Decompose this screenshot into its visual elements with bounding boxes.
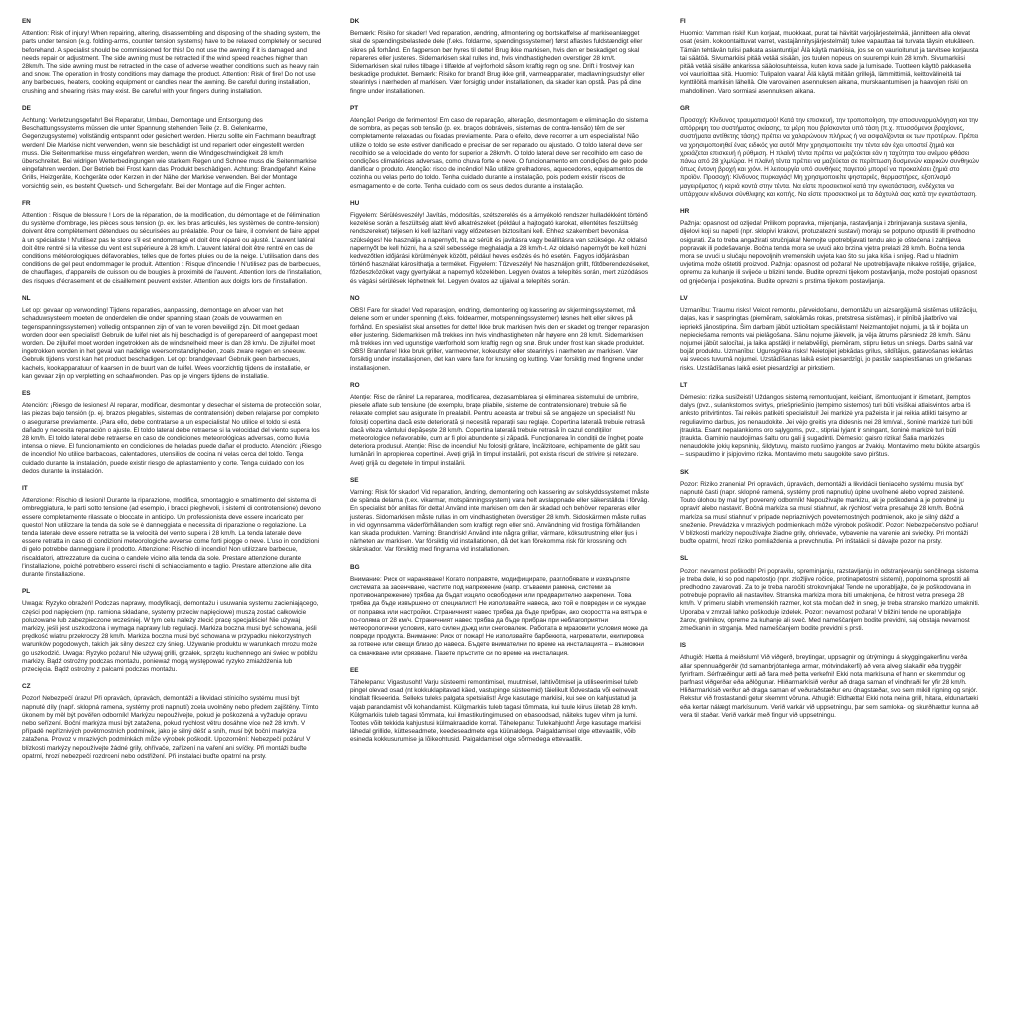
warning-text: Uwaga: Ryzyko obrażeń! Podczas naprawy, modyfikacji, demontażu i usuwania systemu zacieniającego, części pod napięciem (np. ramiona składane, systemy przeciw napięciowe) muszą zostać całkowicie poluzowane lub zabezpieczone wcześniej. W tym celu należy zlecić pracę specjaliście! Nie używaj markizy, jeśli jest uszkodzona i wymaga naprawy lub regulacji. Markiza boczna musi być schowana, jeśli prędkość wiatru przekroczy 28 km/h. Markiza boczna musi być schowana w przypadku niekorzystnych warunków pogodowych, takich jak silny deszcz czy śnieg. Używanie produktu w warunkach mrozu może go uszkodzić. Uwaga: Ryzyko pożaru! Nie używaj grilli, grzałek, sprzętu kuchennego ani świec w pobliżu markizy. Bądź ostrożny podczas montażu, ponieważ mogą występować ryzyko zmiażdżenia lub przecięcia. Bądź ostrożny z palcami podczas montażu. (22, 600, 319, 674)
language-section-cz (22, 683, 322, 761)
language-section-bg (350, 564, 650, 658)
language-section-es (22, 390, 322, 476)
column-right (680, 18, 980, 729)
language-section-dk (350, 18, 650, 96)
language-section-hu (350, 200, 650, 286)
language-code: DK (350, 18, 360, 25)
language-code: IT (22, 484, 28, 492)
warning-text: Bemærk: Risiko for skader! Ved reparation, ændring, afmontering og bortskaffelse af markiseanlægget skal de spændingsbelastede dele (f.eks. foldarme, spændingssystemer) først aflastes fuldstændigt eller sikres på forhånd. En fagperson bør hyres til dette! Brug ikke markisen, hvis den er beskadiget og skal repareres eller justeres. Sidemarkisen skal rulles ind, hvis vindhastigheden overstiger 28 km/t. Sidemarkisen skal rulles tilbage i tilfælde af vejrforhold såsom kraftig regn og sne. Drift i frostvejr kan beskadige produktet. Bemærk: Risiko for brand! Brug ikke grill, varmeapparater, madlavningsudstyr eller stearinlys i nærheden af markisen. Vær forsigtig under installationen, da skader kan opstå. Pas på dine fingre under installationen. (350, 30, 645, 95)
language-code: EE (350, 666, 359, 674)
warning-text: Atención: ¡Riesgo de lesiones! Al reparar, modificar, desmontar y desechar el sistema de protección solar, las piezas bajo tensión (p. ej. brazos plegables, sistemas de contratensión) deben relajarse por completo o asegurarse previamente. ¡Para ello, debe contratarse a un especialista! No utilice el toldo si está dañado y necesita reparación o ajuste. El toldo lateral debe retraerse si la velocidad del viento supera los 28 km/h. El toldo lateral debe retraerse en caso de condiciones meteorológicas adversas, como lluvia intensa o nieve. El funcionamiento en condiciones de heladas puede dañar el producto. Atención: ¡Riesgo de incendio! No utilice barbacoas, calentadores, utensilios de cocina ni velas cerca del toldo. Tenga cuidado durante la instalación, puede existir riesgo de aplastamiento y corte. Tenga cuidado con los dedos durante la instalación. (22, 402, 322, 475)
language-section-pt (350, 105, 650, 191)
language-section-pl (22, 588, 322, 674)
language-section-nl (22, 295, 322, 381)
language-code: NL (22, 294, 31, 302)
language-section-no (350, 295, 650, 373)
language-section-gr (680, 105, 980, 199)
language-code: RO (350, 381, 360, 389)
language-code: DE (22, 104, 31, 112)
warning-text: Pozor: nevarnost poškodb! Pri popravilu, spreminjanju, razstavljanju in odstranjevanju senčilnega sistema je treba dele, ki so pod napetostjo (npr. zložljive ročice, protinapetostni sistemi), popolnoma sprostiti ali predhodno zavarovati. Za to je treba naročiti strokovnjaka! Tende ne uporabljajte, če je poškodovana in potrebuje popravilo ali nastavitev. Stranska markiza mora biti umaknjena, če hitrost vetra presega 28 km/h. V primeru slabih vremenskih razmer, kot sta močan dež in sneg, je treba stransko markizo umakniti. Uporaba v zmrzali lahko poškoduje izdelek. Pozor: nevarnost požara! V bližini tende ne uporabljajte žarov, grelnikov, opreme za kuhanje ali sveč. Med nameščanjem bodite previdni, saj obstaja nevarnost zmečkanin in strganja. Med nameščanjem bodite previdni s prsti. (680, 567, 980, 632)
language-code: FR (22, 199, 31, 207)
language-section-sk (680, 469, 980, 547)
language-section-fr (22, 200, 322, 286)
warning-text: Pažnja: opasnost od ozljeda! Prilikom popravka, mijenjanja, rastavljanja i zbrinjavanja sustava sjenila, dijelovi koji su napeti (npr. sklopivi krakovi, protuzatezni sustavi) moraju se potpuno otpustiti ili prethodno osigurati. Za to treba angažirati stručnjaka! Nemojte upotrebljavati tendu ako je oštećena i zahtijeva popravak ili podešavanje. Bočna tenda mora se uvući ako brzina vjetra prelazi 28 km/h. Bočna tenda mora se uvući u slučaju nepovoljnih vremenskih uvjeta kao što su jaka kiša i snijeg. Rad u hladnim uvjetima može oštetiti proizvod. Pažnja: opasnost od požara! Ne upotrebljavajte nikakve roštilje, grijalice, opremu za kuhanje ili svijeće u blizini tende. Budite oprezni tijekom postavljanja, može postojati opasnost od gnječenja i posjekotina. Budite oprezni s prstima tijekom postavljanja. (680, 220, 977, 285)
warning-text: Huomio: Vamman riski! Kun korjaat, muokkaat, purat tai hävität varjojärjestelmää, jännitteen alla olevat osat (esim. kokoontaittuvat varret, vastajännitysjärjestelmät) tulee vapauttaa tai turvata täysin etukäteen. Tämän tehtävän tulisi palkata asiantuntija! Älä käytä markiisia, jos se on vaurioitunut ja tarvitsee korjausta tai säätöä. Sivumarkiisi pitää vetää sisään, jos tuulen nopeus on suurempi kuin 28 km/h. Sivumarkiisi pitää vetää sisälle ankarissa sääolosuhteissa, kuten kova sade ja lumisade. Tuotteen käyttö pakkasella voi vaurioittaa sitä. Huomio: Tulipalon vaara! Älä käytä mitään grillejä, lämmittimiä, keittovälineitä tai kynttilöitä markiisin lähellä. Ole varovainen asennuksen aikana, murskaantumisen ja haavojen riski on mahdollinen. Varo sormiasi asennuksen aikana. (680, 30, 979, 95)
warning-text: Varning: Risk för skador! Vid reparation, ändring, demontering och kassering av solskyddssystemet måste de spända delarna (t.ex. vikarmar, motspänningssystem) vara helt avslappnade eller säkerställda i förväg. En specialist bör anlitas för detta! Använd inte markisen om den är skadad och behöver repareras eller justeras. Sidomarkisen måste rullas in om vindhastigheten överstiger 28 km/h. Sidoskärmen måste rullas in vid ogynnsamma väderförhållanden som kraftigt regn eller snö. Användning vid frostiga förhållanden kan skada produkten. Varning: Brandrisk! Använd inte några grillar, värmare, köksutrustning eller ljus i närheten av markisen. Var försiktig vid installationen, då det kan förekomma risk för krossning och skärskador. Var försiktig med fingrarna vid installationen. (350, 488, 650, 554)
language-code: IS (680, 642, 687, 650)
warning-text: Achtung: Verletzungsgefahr! Bei Reparatur, Umbau, Demontage und Entsorgung des Beschattungssystems müssen die unter Spannung stehenden Teile (z. B. Gelenkarme, Gegenzugsysteme) vollständig entspannt oder gesichert werden. Hierzu sollte ein Fachmann beauftragt werden! Die Markise nicht verwenden, wenn sie beschädigt ist und repariert oder eingestellt werden muss. Die Seitenmarkise muss eingefahren werden, wenn die Windgeschwindigkeit 28 km/h überschreitet. Bei widrigen Wetterbedingungen wie starkem Regen und Schnee muss die Seitenmarkise eingefahren werden. Der Betrieb bei Frost kann das Produkt beschädigen. Achtung: Brandgefahr! Keine Grills, Heizgeräte, Kochgeräte oder Kerzen in der Nähe der Markise verwenden. Bei der Montage vorsichtig sein, es besteht Quetsch- und Schergefahr. Bei der Montage auf die Finger achten. (22, 117, 317, 190)
column-middle (350, 18, 650, 754)
language-section-it (22, 485, 322, 579)
language-code: CZ (22, 683, 31, 691)
warning-text: Figyelem: Sérülésveszély! Javítás, módosítás, szétszerelés és a árnyékoló rendszer hulladékként történő kezelése során a feszültség alatt lévő alkatrészeket (például a hajtogató karokat, ellentétes feszültség rendszereket) teljesen ki kell lazítani vagy előzetesen biztosítani kell. Ehhez szakembert bevonása szükséges! Ne használja a napernyőt, ha az sérült és javításra vagy beállításra van szüksége. Az oldalsó napernyőt be kell húzni, ha a szél sebessége meghaladja a 28 km/h-t. Az oldalsó napernyőt be kell húzni kedvezőtlen időjárási körülmények között, például heves esőzés és hó esetén. Fagyos időjárásban történő használat károsíthatja a terméket. Figyelem: Tűzveszély! Ne használjon grillt, fűtőberendezéseket, főzőeszközöket vagy gyertyákat a napernyő közelében. Legyen óvatos a telepítés során, mert zúzódásos és vágási sérülések léphetnek fel. Legyen óvatos az ujjaival a telepítés során. (350, 212, 650, 285)
language-code: SL (680, 555, 689, 563)
language-code: GR (680, 104, 690, 112)
warning-text: Dėmesio: rizika susižeisti! Uždangos sistemą remontuojant, keičiant, išmontuojant ir išmetant, įtemptos dalys (pvz., sulankstomos svirtys, priešpriešinio įtempimo sistemos) turi būti visiškai atlaisvintos arba iš anksto pritvirtintos. Tai reikės patikėti specialistui! Jei markizė yra pažeista ir jai reikia atlikti taisymo ar reguliavimo darbus, jos nenaudokite. Jei vėjo greitis yra didesnis nei 28 km/val., šoninė markizė turi būti įtraukta. Esant nepalankioms oro sąlygoms, pvz., stipriai lyjant ir sningant, šoninė markizė turi būti įtraukta. Gaminio naudojimas šaltu oru gali jį sugadinti. Dėmesio: gaisro rizika! Šalia markizės nenaudokite jokių kepsninių, šildytuvų, maisto ruošimo įrangos ar žvakių. Montavimo metu būkite atsargūs – suspaudimo ir įsipjovimo rizika. Montavimo metu saugokite savo pirštus. (680, 393, 980, 459)
language-section-lt (680, 382, 980, 460)
column-left (22, 18, 322, 770)
warning-text: Pozor: Riziko zranenia! Pri opravách, úpravách, demontáži a likvidácii tieniaceho systému musia byť napnuté časti (napr. sklopné ramená, systémy proti napnutiu) úplne uvoľnené alebo vopred zaistené. Touto úlohou by mal byť poverený odborník! Nepoužívajte markízu, ak je poškodená a je potrebné ju opraviť alebo nastaviť. Bočná markíza sa musí stiahnuť, ak rýchlosť vetra presahuje 28 km/h. Bočná markíza sa musí stiahnuť v prípade nepriaznivých poveternostných podmienok, ako je silný dážď a sneženie. Prevádzka v mrazivých podmienkach môže výrobok poškodiť. Pozor: Nebezpečenstvo požiaru! V blízkosti markízy nepoužívajte žiadne grily, ohrievače, vybavenie na varenie ani sviečky. Pri montáži buďte opatrní, hrozí riziko pomliaždenia a prevchnutia. Pri inštalácii si dávajte pozor na prsty. (680, 480, 979, 546)
warning-text: Atenção! Perigo de ferimentos! Em caso de reparação, alteração, desmontagem e eliminação do sistema de sombra, as peças sob tensão (p. ex. braços dobráveis, sistemas de contra-tensão) têm de ser completamente relaxadas ou fixadas previamente. Para o efeito, deve recorrer a um especialista! Não utilize o toldo se este estiver danificado e precisar de ser reparado ou ajustado. O toldo lateral deve ser recolhido se a velocidade do vento for superior a 28km/h. O toldo lateral deve ser recolhido em caso de condições climatéricas adversas, como chuva forte e neve. O funcionamento em condições de gelo pode danificar o produto. Atenção: risco de incêndio! Não utilize grelhadores, aquecedores, equipamentos de cozinha ou velas perto do toldo. Tenha cuidado durante a instalação, pois podem existir riscos de esmagamento e de corte. Tenha cuidado com os seus dedos durante a instalação. (350, 117, 649, 190)
language-code: LV (680, 294, 688, 302)
language-code: BG (350, 563, 360, 571)
language-code: PL (22, 588, 31, 596)
language-section-de (22, 105, 322, 191)
language-code: HR (680, 208, 690, 216)
warning-text: Athugið: Hætta á meiðslum! Við viðgerð, breytingar, uppsagnir og útrýmingu á skyggingakerfinu verða allar spennuaðgerðir (td samanbrjótanlega armar, mótvindakerfi) að vera alveg slakaðir eða tryggðir fyrirfram. Sérfræðingur ætti að fara með þetta verkefni! Ekki nota markísuna ef hann er skemmdur og þarfnast viðgerðar eða aðlögunar. Hliðarmarkísið verður að draga saman ef vindhraði fer yfir 28 km/h. Hliðarmarkísið verður að draga saman ef veðuraðstæður eru óhagstæðar, svo sem mikill rigning og snjór. Rekstur við frostastandi getur skemmt vöruna. Athugið: Eldhætta! Ekki nota neina grill, hitara, eldunartæki eða kertar nálægt markísunum. Verið varkár við uppsetningu, þar sem samloka- og skurðhættur kunna að vera til staðar. Verið varkár með fingur við uppsetningu. (680, 654, 979, 719)
language-code: FI (680, 18, 686, 25)
warning-text: Tähelepanu: Vigastusoht! Varju süsteemi remontimisel, muutmisel, lahtivõtmisel ja utiliseerimisel tuleb pingel olevad osad (nt kokkuklapitavad käed, vastupinge süsteemid) täielikult lõdvestada või eelnevalt kindlalt fikseerida. Selleks tuleks palgata spetsialist! Ärge kasutage markiisi, kui see on kahjustatud ja vajab parandamist või kohandamist. Külgmarkiis tuleb tagasi tõmmata, kui tuule kiirus ületab 28 km/h. Külgmarkiis tuleb tagasi tõmmata, kui ilmastikutingimused on ebasoodsad, näiteks tugev vihm ja lumi. Tootes võib tekkida kahjustusi külmakraadide korral. Tähelepanu: Tulekahjuoht! Ärge kasutage markiisi lähedal grillide, kütteseadmete, keedeseadmete ega küünaldega. Paigaldamisel olge ettevaatlik, võib esineda kokkusurumise ja lõikeohtusid. Paigaldamisel olge sõrmedega ettevaatlik. (350, 679, 641, 744)
language-section-sl (680, 555, 980, 633)
language-section-hr (680, 208, 980, 286)
language-code: SK (680, 468, 689, 476)
warning-text: Attention: Risk of injury! When repairing, altering, disassembling and disposing of the shading system, the parts under tension (e.g. folding-arms, counter tension systems) have to be relaxed completely or secured beforehand. A specialist should be commissioned for this! Do not use the awning if it is damaged and needs repair or adjustment. The side awning must be retracted if the wind speed reaches higher than 28km/h. The side awning must be retracted in the case of adverse weather conditions such as heavy rain and snow. The operation in frosty conditions may damage the product. Attention: Risk of fire! Do not use any barbecues, heaters, cooking equipment or candles near the awning. Be careful during installation, crushing and shearing risks may exist. Be careful with your fingers during installation. (22, 30, 322, 95)
language-code: SE (350, 476, 359, 484)
language-section-lv (680, 295, 980, 373)
language-section-ro (350, 382, 650, 468)
language-section-en (22, 18, 322, 96)
warning-text: Attenzione: Rischio di lesioni! Durante la riparazione, modifica, smontaggio e smaltimento del sistema di ombreggiatura, le parti sotto tensione (ad esempio, i bracci pieghevoli, i sistemi di controtensione) devono essere completamente rilassate o bloccate in anticipo. Un professionista deve essere incaricato per questo! Non utilizzare la tenda da sole se è danneggiata e necessita di riparazione o regolazione. La tenda laterale deve essere retratta se la velocità del vento supera i 28 km/h. La tenda laterale deve essere retratta in caso di condizioni meteorologiche avverse come forti piogge o neve. L'uso in condizioni di gelo potrebbe danneggiare il prodotto. Attenzione: Rischio di incendio! Non utilizzare barbecue, riscaldatori, attrezzature da cucina o candele vicino alla tenda da sole. Prestare attenzione durante l'installazione, poiché potrebbero esserci rischi di schiacciamento e taglio. Prestare attenzione alle dita durante l'installazione. (22, 497, 321, 578)
warning-text: Uzmanību: Traumu risks! Veicot remontu, pārveidošanu, demontāžu un aizsargājumā sistēmas utilizāciju, daļas, kas ir saspringtas (piemēram, salokāmās rokas, pretstresa sistēmas), ir pilnībā jāatbrīvo vai iepriekš jānostiprina. Šim darbam jābūt uzticētam speciālistam! Neizmantojiet nojumi, ja tā ir bojāta un nepieciešama remonts vai pielāgošana. Sānu nojume jāievelk, ja vēja ātrums pārsniedz 28 km/h. Sānu nojumei jābūt salocītai, ja laika apstākļi ir nelabvēlīgi, piemēram, stipru lietus un sniegs. Darbs salnā var bojāt produktu. Uzmanību: Ugunsgrēka risks! Neietojiet jebkādas grilus, sildītājus, gatavošanas iekārtas vai sveces tuvumā nojumei. Uzstādīšanas laikā esiet piesardzīgi, jo pastāv saspiestšanas un griešanas risks. Uzstādīšanas laikā esiet piesardzīgi ar pirkstiem. (680, 307, 978, 372)
language-code: ES (22, 389, 31, 397)
language-code: HU (350, 199, 360, 207)
language-code: LT (680, 381, 688, 389)
warning-text: Attention : Risque de blessure ! Lors de la réparation, de la modification, du démontage et de l'élimination du système d'ombrage, les pièces sous tension (p. ex. les bras articulés, les systèmes de contre-tension) doivent être complètement détendues ou sécurisées au préalable. Pour ce faire, il convient de faire appel à un spécialiste ! N'utilisez pas le store s'il est endommagé et doit être réparé ou ajusté. L'auvent latéral doit être rentré si la vitesse du vent est supérieure à 28 km/h. L'auvent latéral doit être rentré en cas de conditions météorologiques défavorables, telles que de fortes pluies ou de la neige. L'utilisation dans des conditions de gel peut endommager le produit. Attention : Risque d'incendie ! N'utilisez pas de barbecues, de chauffages, d'appareils de cuisson ou de bougies à proximité de l'auvent. Attention lors de l'installation, des risques d'écrasement et de cisaillement peuvent exister. Attention aux doigts lors de l'installation. (22, 212, 322, 285)
language-section-ee (350, 667, 650, 745)
language-section-fi (680, 18, 980, 96)
language-code: EN (22, 18, 31, 25)
language-code: PT (350, 104, 359, 112)
warning-text: Προσοχή: Κίνδυνος τραυματισμού! Κατά την επισκευή, την τροποποίηση, την αποσυναρμολόγηση και την απόρριψη του συστήματος σκίασης, τα μέρη που βρίσκονται υπό τάση (π.χ. πτυσσόμενοι βραχίονες, συστήματα αντίθετης τάσης) πρέπει να χαλαρώνουν πλήρως ή να ασφαλίζονται εκ των προτέρων. Πρέπει να χρησιμοποιηθεί ένας ειδικός για αυτό! Μην χρησιμοποιείτε την τέντα εάν έχει υποστεί ζημιά και χρειάζεται επισκευή ή ρύθμιση. Η πλαϊνή τέντα πρέπει να μαζεύεται εάν η ταχύτητα του ανέμου φθάσει πάνω από 28 χλμ/ώρα. Η πλαϊνή τέντα πρέπει να μαζεύεται σε περίπτωση δυσμενών καιρικών συνθηκών όπως έντονη βροχή και χιόνι. Η λειτουργία υπό συνθήκες παγετού μπορεί να προκαλέσει ζημιά στο προϊόν. Προσοχή: Κίνδυνος πυρκαγιάς! Μη χρησιμοποιείτε ψησταριές, θερμαστήρες, εξοπλισμό μαγειρέματος ή κεριά κοντά στην τέντα. Να είστε προσεκτικοί κατά την εγκατάσταση, ενδέχεται να υπάρχουν κίνδυνοι σύνθλιψης και κοπής. Να είστε προσεκτικοί με τα δάχτυλά σας κατά την εγκατάσταση. (680, 117, 979, 198)
language-section-se (350, 477, 650, 555)
language-section-is (680, 642, 980, 720)
warning-text: Pozor! Nebezpečí úrazu! Při opravách, úpravách, demontáži a likvidaci stínicího systému musí být napnuté díly (např. sklopná ramena, systémy proti napnutí) zcela uvolněny nebo předem zajištěny. Tímto úkonem by měl být pověřen odborník! Markýzu nepoužívejte, pokud je poškozená a vyžaduje opravu nebo seřízení. Boční markýza musí být zatažena, pokud rychlost větru dosáhne více než 28 km/h. V případě nepříznivých povětrnostních podmínek, jako je silný déšť a sníh, musí být boční markýza zatažena. Provoz v mrazivých podmínkách může výrobek poškodit. Upozornění: Nebezpečí požáru! V blízkosti markýzy nepoužívejte žádné grily, ohřívače, zařízení na vaření ani svíčky. Při montáži buďte opatrní, hrozí nebezpečí rozdrcení nebo odstřižení. Při instalaci buďte opatrní na prsty. (22, 695, 319, 760)
language-code: NO (350, 294, 360, 302)
warning-text: OBS! Fare for skade! Ved reparasjon, endring, demontering og kassering av skjermingssystemet, må delene som er under spenning (f.eks. foldearmer, motspenningssystemer) løsnes helt eller sikres på forhånd. En spesialist skal ansettes for dette! Ikke bruk markisen hvis den er skadet og trenger reparasjon eller justering. Sidemarkisen må trekkes inn hvis vindhastigheten når høyere enn 28 km/t. Sidemarkisen må trekkes inn ved ugunstige værforhold som kraftig regn og snø. Bruk under frost kan skade produktet. OBS! Brannfare! Ikke bruk griller, varmeovner, kokeutstyr eller stearinlys i nærheten av markisen. Vær forsiktig under installasjonen, det kan være fare for knusing og kutting. Vær forsiktig med fingrene under installasjonen. (350, 307, 650, 372)
warning-text: Atenție: Risc de rănire! La repararea, modificarea, dezasamblarea și eliminarea sistemului de umbrire, piesele aflate sub tensiune (de exemplu, brațe pliabile, sisteme de contratensionare) trebuie să fie relaxate complet sau asigurate în prealabil. Pentru aceasta ar trebui să se angajeze un specialist! Nu folosiți copertina dacă este deteriorată și necesită reparații sau reglaje. Copertina laterală trebuie retrasă dacă viteza vântului depășește 28 km/h. Copertina laterală trebuie retrasă în cazul condițiilor meteorologice nefavorabile, cum ar fi ploi abundente și zăpadă. Funcționarea în condiții de îngheț poate deteriora produsul. Atenție: Risc de incendiu! Nu folosiți grătare, încălzitoare, echipamente de gătit sau lumânări în apropierea copertinei. Aveți grijă în timpul instalării, pot exista riscuri de strivire și retezare. Aveți grijă cu degetele în timpul instalării. (350, 393, 645, 467)
warning-text: Внимание: Риск от нараняване! Когато поправяте, модифицирате, разглобявате и изхвърляте системата за засенчване, частите под напрежение (напр. сгъваеми рамена, системи за противонапрежение) трябва да бъдат изцяло освободени или предварително закрепени. Това трябва да бъде извършено от специалист! Не използвайте навеса, ако той е повреден и се нуждае от поправка или настройки. Страничният навес трябва да бъде прибран, ако скоростта на вятъра е по-голяма от 28 км/ч. Страничният навес трябва да бъде прибран при неблагоприятни метеорологични условия, като силен дъжд или снеговалеж. Работата в мразовити условия може да повреди продукта. Внимание: Риск от пожар! Не използвайте барбекюта, нагреватели, екипировка за готвене или свещи близо до навеса. Бъдете внимателни по време на инсталацията – възможни са смачкване или срязване. Пазете пръстите си по време на инсталация. (350, 575, 648, 657)
warning-text: Let op: gevaar op verwonding! Tijdens reparaties, aanpassing, demontage en afvoer van het schaduwsysteem moeten de onderdelen die onder spanning staan (zoals de vouwarmen en tegenspanningssystemen) volledig ontspannen zijn of van te voren beveiligd zijn. Dit moet gedaan worden door een specialist! Gebruik de luifel niet als hij beschadigd is of gerepareerd of aangepast moet worden. De zijluifel moet worden ingetrokken als de windsnelheid meer is dan 28 km/u. De zijluifel moet ingetrokken worden in het geval van nadelige weersomstandigheden, zoals zware regen en sneeuw. Gebruik tijdens vorst kan het product beschadigen. Let op: brandgevaar! Gebruik geen barbecues, kachels, kookapparatuur of kaarsen in de buurt van de luifel. Wees voorzichtig tijdens de installatie, er kan gevaar zijn op verpletting en schaafwonden. Pas op je vingers tijdens de installatie. (22, 307, 318, 380)
